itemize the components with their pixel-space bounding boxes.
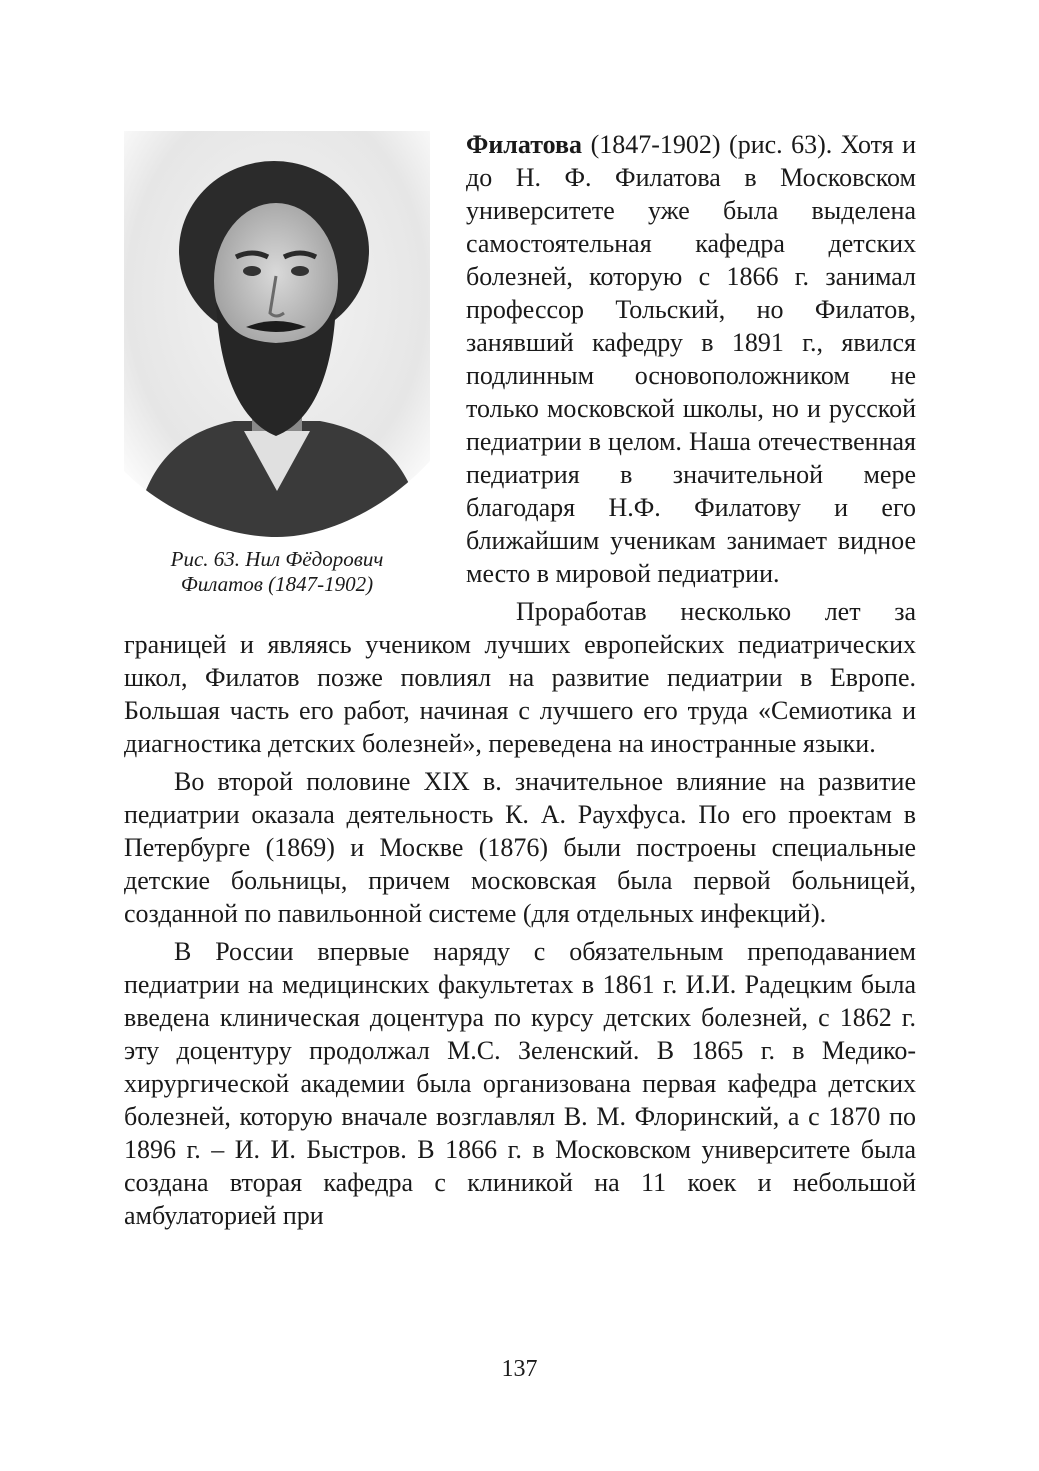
figure-caption	[124, 547, 430, 597]
portrait-figure	[124, 131, 442, 597]
page-number: 137	[501, 1356, 538, 1382]
page-body	[124, 128, 916, 1232]
caption-line-1: Рис. 63. Нил Фёдорович	[170, 547, 384, 571]
intro-text: (1847-1902) (рис. 63). Хотя и до Н. Ф. Филатова в Московском университете уже была выделена самостоятельная кафедра детских болезней, которую с 1866 г. занимал профессор Тольский, но Филатов, занявший кафедру в 1891 г., явился подлинным основоположником не только московской школы, но и русской педиатрии в целом. Наша отечественная педиатрия в значительной мере благодаря Н.Ф. Филатову и его ближайшим ученикам занимает видное место в мировой педиатрии.	[466, 130, 916, 588]
paragraph-2: Во второй половине XIX в. значительное влияние на развитие педиатрии оказала деятельность К. А. Раухфуса. По его проектам в Петербурге (1869) и Москве (1876) были построены специальные детские больницы, причем московская была первой больницей, созданной по павильонной системе (для отдельных инфекций).	[124, 767, 916, 928]
paragraph-1: Проработав несколько лет за границей и являясь учеником лучших европейских педиатрических школ, Филатов позже повлиял на развитие педиатрии в Европе. Большая часть его работ, начиная с лучшего его труда «Семиотика и диагностика детских болезней», переведена на иностранные языки.	[124, 597, 916, 758]
paragraph-3: В России впервые наряду с обязательным преподаванием педиатрии на медицинских факультетах в 1861 г. И.И. Радецким была введена клиническая доцентура по курсу детских болезней, с 1862 г. эту доцентуру продолжал М.С. Зеленский. В 1865 г. в Медико-хирургической академии была организована первая кафедра детских болезней, которую вначале возглавлял В. М. Флоринский, а с 1870 по 1896 г. – И. И. Быстров. В 1866 г. в Московском университете была создана вторая кафедра с клиникой на 11 коек и небольшой амбулаторией при	[124, 937, 916, 1230]
portrait-image	[124, 131, 430, 537]
intro-name: Филатова	[466, 130, 583, 159]
caption-line-2: Филатов (1847-1902)	[180, 572, 374, 596]
